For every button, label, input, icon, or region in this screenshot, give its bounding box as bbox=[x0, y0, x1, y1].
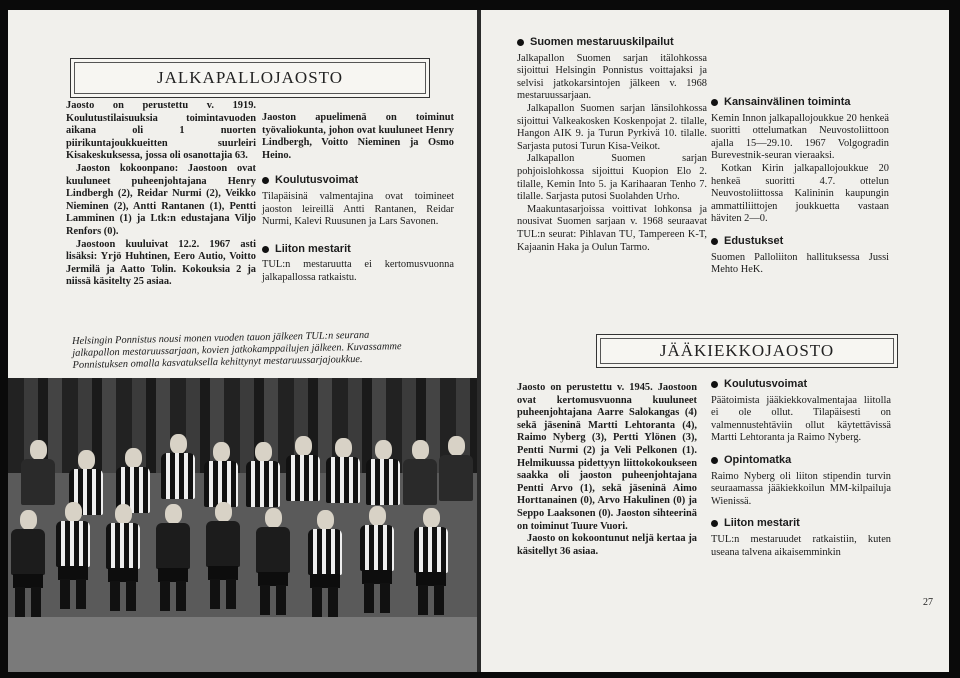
heading: Edustukset bbox=[711, 235, 889, 248]
paragraph: Jaosto on perustettu v. 1919. Koulutustilaisuuksia toimintavuoden aikana oli 1 nuorten piirikuntajoukkueitten suurleiri Kisakeskuksessa, jossa oli osanottajia 63. bbox=[66, 100, 256, 162]
paragraph: Suomen Palloliiton hallituksessa Jussi Mehto HeK. bbox=[711, 251, 889, 276]
section-title-box bbox=[70, 58, 430, 98]
heading: Kansainvälinen toiminta bbox=[711, 96, 889, 109]
paragraph: TUL:n mestaruudet ratkaistiin, kuten useana talvena aikaisemminkin bbox=[711, 533, 891, 558]
left-column-1 bbox=[66, 100, 256, 289]
left-page bbox=[8, 10, 477, 672]
paragraph: Maakuntasarjoissa voittivat lohkonsa ja nousivat Suomen sarjaan v. 1968 seuraavat TUL:n seurat: Pihlavan TU, Tampereen K-T, Kajaanin Haka ja Oulun Tarmo. bbox=[517, 203, 707, 253]
paragraph: Kemin Innon jalkapallojoukkue 20 henkeä suoritti ottelumatkan Neuvostoliittoon ajalla 15—29.10. 1967 Volgogradin Burevestnik-seuran vieraaksi. bbox=[711, 112, 889, 162]
paragraph: Jalkapallon Suomen sarjan itälohkossa sijoittui Helsingin Ponnistus voittajaksi ja selvisi jatkokarsintojen jälkeen v. 1968 mestaruussarjaan. bbox=[517, 52, 707, 102]
paragraph: TUL:n mestaruutta ei kertomusvuonna jalkapallossa ratkaistu. bbox=[262, 259, 454, 283]
paragraph: Jaoston kokoonpano: Jaostoon ovat kuuluneet puheenjohtajana Henry Lindbergh (2), Reidar Nurmi (2), Veikko Nieminen (2), Antti Rantanen (1), Pentti Lamminen (1) ja Ltk:n edustajana Viljo Renfors (0). bbox=[66, 162, 256, 237]
heading: Suomen mestaruuskilpailut bbox=[517, 36, 707, 49]
team-photo bbox=[8, 378, 477, 672]
bullet-icon bbox=[262, 177, 269, 184]
paragraph: Päätoimista jääkiekkovalmentajaa liitolla ei ole ollut. Tilapäisesti on valmennustehtäviin ollut käytettävissä Martti Lehtoranta ja Raimo Nyberg. bbox=[711, 394, 891, 444]
paragraph: Jalkapallon Suomen sarjan pohjoislohkossa sijoittui Kuopion Elo 2. tilalle, Kemin Into 5. ja Karihaaran Tenho 7. tilalle. Sarjasta putosi Suolahden Urho. bbox=[517, 153, 707, 203]
paragraph: Jaostoon kuuluivat 12.2. 1967 asti lisäksi: Yrjö Huhtinen, Eero Autio, Voitto Jermilä ja Aatto Tolin. Kokouksia 2 ja niissä käsitelty 25 asiaa. bbox=[66, 238, 256, 288]
hockey-column-2 bbox=[711, 378, 891, 559]
paragraph: Kotkan Kirin jalkapallojoukkue 20 henkeä suoritti 4.7. ottelun Neuvostoliittossa Kalininin kaupungin ammattiliittojen joukkuetta vastaan häviten 2—0. bbox=[711, 162, 889, 225]
section-title: JÄÄKIEKKOJAOSTO bbox=[659, 341, 835, 360]
paragraph: Tilapäisinä valmentajina ovat toimineet jaoston leireillä Antti Rantanen, Reidar Nurmi, Kalevi Ruusunen ja Lars Savonen. bbox=[262, 190, 454, 228]
paragraph: Jalkapallon Suomen sarjan länsilohkossa sijoittui Valkeakosken Koskenpojat 2. tilalle, Hangon AIK 9. ja Turun Pyrkivä 10. tilalle. Sarjasta putosi Turun Kisa-Veikot. bbox=[517, 102, 707, 152]
bullet-icon bbox=[711, 381, 718, 388]
paragraph: Jaosto on kokoontunut neljä kertaa ja käsitellyt 36 asiaa. bbox=[517, 533, 697, 557]
bullet-icon bbox=[711, 520, 718, 527]
paragraph: Jaosto on perustettu v. 1945. Jaostoon ovat kertomusvuonna kuuluneet puheenjohtajana Aarre Salokangas (4) sekä jäseninä Martti Lehtoranta (4), Raimo Nyberg (3), Pertti Ylönen (3), Pentti Nurmi (2) ja Veli Pelkonen (1). Helmikuussa pidettyyn liittokokoukseen saakka oli jaoston puheenjohtajana Pentti Arvo (1), sekä jäseninä Aimo Horttanainen (0), Arvo Hakulinen (0) ja Seppo Laaksonen (0). Jaoston sihteerinä on toiminut Tuure Vuori. bbox=[517, 382, 697, 532]
hockey-column-1 bbox=[517, 382, 697, 558]
photo-caption: Helsingin Ponnistus nousi monen vuoden tauon jälkeen TUL:n seurana jalkapallon mestaruussarjaan, kovien jatkokamppailujen jälkeen. Kuvassamme Ponnistuksen omalla kasvatuksella kehittynyt mestaruussarjajoukkue. bbox=[72, 329, 402, 371]
right-column-2 bbox=[711, 60, 889, 277]
left-column-2 bbox=[262, 112, 454, 285]
heading: Liiton mestarit bbox=[711, 517, 891, 530]
bullet-icon bbox=[517, 39, 524, 46]
section-title: JALKAPALLOJAOSTO bbox=[156, 68, 344, 87]
heading: Liiton mestarit bbox=[262, 243, 454, 256]
page-number: 27 bbox=[923, 597, 933, 608]
paragraph: Jaoston apuelimenä on toiminut työvaliokunta, johon ovat kuuluneet Henry Lindbergh, Voitto Nieminen ja Osmo Heino. bbox=[262, 112, 454, 161]
paragraph: Raimo Nyberg oli liiton stipendin turvin seuraamassa jääkiekkoilun MM-kilpailuja Wienissä. bbox=[711, 470, 891, 507]
heading: Koulutusvoimat bbox=[711, 378, 891, 391]
bullet-icon bbox=[711, 99, 718, 106]
bullet-icon bbox=[711, 238, 718, 245]
right-page bbox=[481, 10, 949, 672]
bullet-icon bbox=[262, 246, 269, 253]
right-column-1 bbox=[517, 36, 707, 254]
heading: Opintomatka bbox=[711, 454, 891, 467]
bullet-icon bbox=[711, 457, 718, 464]
heading: Koulutusvoimat bbox=[262, 174, 454, 187]
section-title-box bbox=[596, 334, 898, 368]
